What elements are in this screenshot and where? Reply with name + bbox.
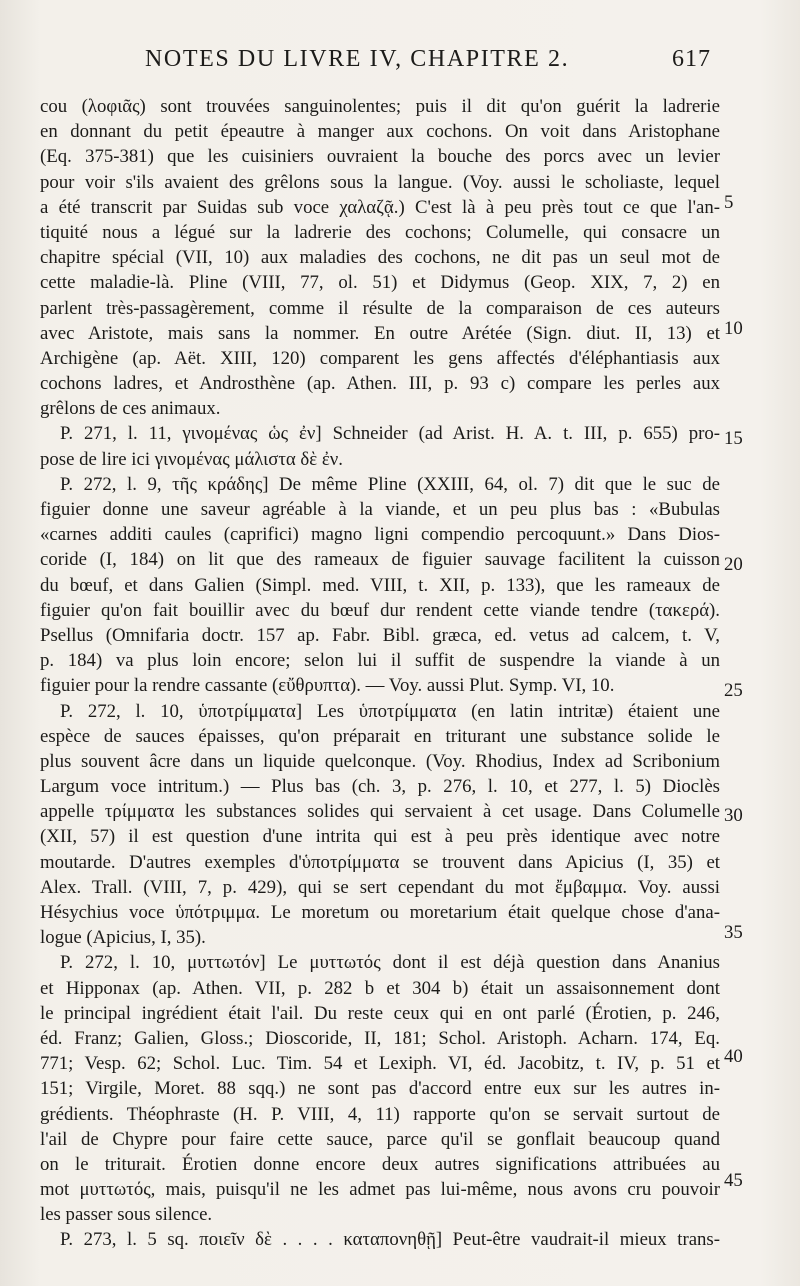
running-header	[0, 46, 800, 80]
text-line: 151; Virgile, Moret. 88 sqq.) ne sont pas d'accord entre eux sur les autres in-	[40, 1078, 720, 1100]
line-number: 10	[724, 318, 743, 339]
text-line: en donnant du petit épeautre à manger aux cochons. On voit dans Aristophane	[40, 121, 720, 143]
text-line: l'ail de Chypre pour faire cette sauce, parce qu'il se gonflait beaucoup quand	[40, 1128, 720, 1150]
text-line: figuier donne une saveur agréable à la viande, et un peu plus bas : «Bubulas	[40, 499, 720, 520]
text-line: logue (Apicius, I, 35).	[40, 927, 206, 949]
text-line: chapitre spécial (VII, 10) aux maladies des cochons, ne dit pas un seul mot de	[40, 247, 720, 269]
text-line: on le triturait. Érotien donne encore deux autres significations attribuées au	[40, 1153, 720, 1175]
text-line: coride (I, 184) on lit que des rameaux de figuier sauvage facilitent la cuisson	[40, 549, 720, 571]
line-number: 15	[724, 428, 743, 449]
text-line: P. 272, l. 10, μυττωτόν] Le μυττωτός dont il est déjà question dans Ananius	[60, 952, 720, 974]
text-line: et Hipponax (ap. Athen. VII, p. 282 b et 304 b) était un assaisonnement dont	[40, 977, 720, 999]
text-line: Hésychius voce ὑπότριμμα. Le moretum ou moretarium était quelque chose d'ana-	[40, 902, 720, 923]
text-line: (Eq. 375-381) que les cuisiniers ouvraient la bouche des porcs avec un levier	[40, 146, 720, 168]
line-number: 20	[724, 554, 743, 575]
text-line: appelle τρίμματα les substances solides qui servaient à cet usage. Dans Columelle	[40, 801, 720, 823]
text-line: tiquité nous a légué sur la ladrerie des cochons; Columelle, qui consacre un	[40, 221, 720, 243]
text-line: le principal ingrédient était l'ail. Du reste ceux qui en ont parlé (Érotien, p. 246,	[40, 1002, 720, 1024]
text-line: plus souvent âcre dans un liquide quelconque. (Voy. Rhodius, Index ad Scribonium	[40, 750, 720, 772]
text-line: pose de lire ici γινομένας μάλιστα δὲ ἐν.	[40, 448, 343, 470]
text-line: pour voir s'ils avaient des grêlons sous la langue. (Voy. aussi le scholiaste, lequel	[40, 171, 720, 193]
text-line: cette maladie-là. Pline (VIII, 77, ol. 51) et Didymus (Geop. XIX, 7, 2) en	[40, 272, 720, 294]
text-line: grêlons de ces animaux.	[40, 398, 221, 420]
notes-text-block	[40, 94, 720, 1253]
text-line: Alex. Trall. (VIII, 7, p. 429), qui se sert cependant du mot ἔμβαμμα. Voy. aussi	[40, 876, 720, 898]
line-number: 25	[724, 680, 743, 701]
text-line: P. 271, l. 11, γινομένας ὡς ἐν] Schneider (ad Arist. H. A. t. III, p. 655) pro-	[60, 423, 720, 445]
text-line: Largum voce intritum.) — Plus bas (ch. 3, p. 276, l. 10, et 277, l. 5) Dioclès	[40, 776, 720, 798]
text-line: a été transcrit par Suidas sub voce χαλαζᾷ.) C'est là à peu près tout ce que l'an-	[40, 196, 720, 218]
line-number: 35	[724, 922, 743, 943]
text-line: P. 272, l. 9, τῆς κράδης] De même Pline (XXIII, 64, ol. 7) dit que le suc de	[60, 473, 720, 495]
text-line: figuier pour la rendre cassante (εὔθρυπτα). — Voy. aussi Plut. Symp. VI, 10.	[40, 675, 615, 697]
text-line: espèce de sauces épaisses, qu'on préparait en triturant une substance solide le	[40, 725, 720, 747]
text-line: Archigène (ap. Aët. XIII, 120) comparent les gens affectés d'éléphantiasis aux	[40, 347, 720, 369]
text-line: avec Aristote, mais sans la nommer. En outre Arétée (Sign. diut. II, 13) et	[40, 322, 720, 344]
text-line: «carnes additi caules (caprifici) magno ligni compendio percoquunt.» Dans Dios-	[40, 524, 720, 546]
text-line: figuier qu'on fait bouillir avec du bœuf dur rendent cette viande tendre (τακερά).	[40, 599, 720, 621]
text-line: moutarde. D'autres exemples d'ὑποτρίμματα se trouvent dans Apicius (I, 35) et	[40, 851, 720, 873]
text-line: les passer sous silence.	[40, 1204, 213, 1226]
page-number: 617	[672, 46, 711, 72]
text-line: parlent très-passagèrement, comme il résulte de la comparaison de ces auteurs	[40, 297, 720, 319]
line-number: 30	[724, 805, 743, 826]
text-line: P. 272, l. 10, ὑποτρίμματα] Les ὑποτρίμματα (en latin intritæ) étaient une	[60, 700, 720, 722]
text-line: cou (λοφιᾶς) sont trouvées sanguinolentes; puis il dit qu'on guérit la ladrerie	[40, 96, 720, 117]
text-line: éd. Franz; Galien, Gloss.; Dioscoride, II, 181; Schol. Aristoph. Acharn. 174, Eq.	[40, 1027, 720, 1049]
text-line: (XII, 57) il est question d'une intrita qui est à peu près identique avec notre	[40, 826, 720, 848]
chapter-title: NOTES DU LIVRE IV, CHAPITRE 2.	[145, 46, 570, 72]
text-line: grédients. Théophraste (H. P. VIII, 4, 11) rapporte qu'on se servait surtout de	[40, 1103, 720, 1125]
text-line: p. 184) va plus loin encore; selon lui il suffit de suspendre la viande à un	[40, 650, 720, 672]
text-line: mot μυττωτός, mais, puisqu'il ne les admet pas lui-même, nous avons cru pouvoir	[40, 1179, 720, 1201]
line-number: 5	[724, 192, 734, 213]
text-line: Psellus (Omnifaria doctr. 157 ap. Fabr. Bibl. græca, ed. vetus ad calcem, t. V,	[40, 624, 720, 646]
line-number: 45	[724, 1170, 743, 1191]
text-line: du bœuf, et dans Galien (Simpl. med. VIII, t. XII, p. 133), que les rameaux de	[40, 574, 720, 596]
text-line: P. 273, l. 5 sq. ποιεῖν δὲ . . . . καταπονηθῇ] Peut-être vaudrait-il mieux trans-	[60, 1229, 720, 1251]
text-line: cochons ladres, et Androsthène (ap. Athen. III, p. 93 c) compare les perles aux	[40, 373, 720, 395]
text-line: 771; Vesp. 62; Schol. Luc. Tim. 54 et Lexiph. VI, éd. Jacobitz, t. IV, p. 51 et	[40, 1053, 720, 1075]
line-number: 40	[724, 1046, 743, 1067]
